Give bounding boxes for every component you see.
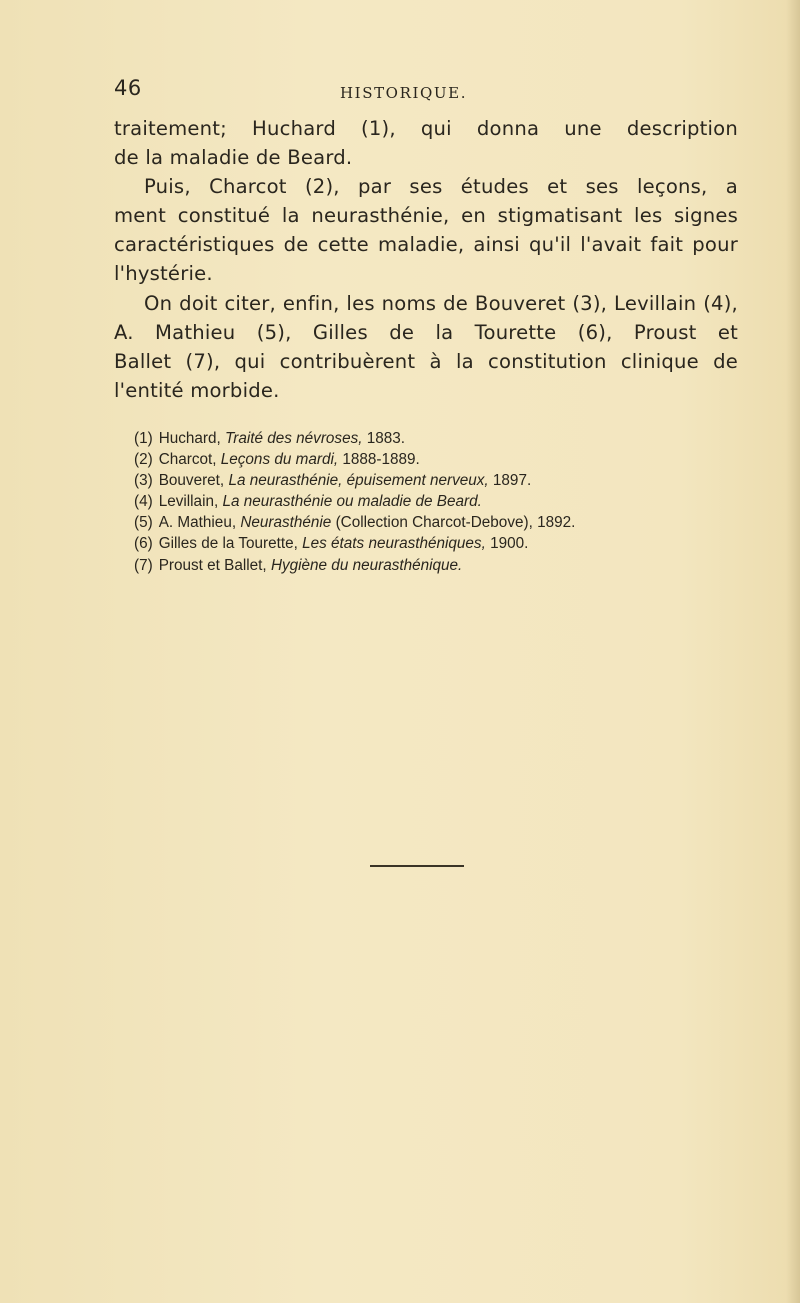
footnote [134,512,724,533]
page-edge-shadow [786,0,800,1303]
footnote-title: Hygiène du neurasthénique. [270,556,463,574]
body-line: ment constitué la neurasthénie, en stigmatisant les signes [114,204,738,228]
body-line: On doit citer, enfin, les noms de Bouveret (3), Levillain (4), [144,291,738,315]
footnote-number: (5) [134,514,153,532]
body-line: Puis, Charcot (2), par ses études et ses leçons, a [144,175,738,199]
footnote [134,491,724,512]
footnote-author: A. Mathieu, [158,514,237,532]
page-number: 46 [114,76,142,100]
footnote-title: Leçons du mardi, [220,451,339,469]
footnote-number: (6) [134,535,153,553]
footnote-author: Huchard, [158,430,221,447]
footnote-rest: 1897. [492,472,532,490]
footnote-title: La neurasthénie, épuisement nerveux, [228,472,489,490]
body-line: Ballet (7), qui contribuèrent à la constitution clinique de [114,349,738,373]
footnote [134,428,724,449]
body-line: l'hystérie. [114,262,213,286]
footnote [134,449,724,470]
body-line: A. Mathieu (5), Gilles de la Tourette (6), Proust et [114,320,738,344]
body-line: de la maladie de Beard. [114,146,353,170]
footnote-title: Neurasthénie [240,514,332,532]
footnote-rest: 1888-1889. [342,451,420,469]
footnotes [134,428,724,576]
footnote-author: Bouveret, [158,472,225,490]
footnote-title: Traité des névroses, [225,430,363,447]
footnote-number: (7) [134,556,153,574]
footnote-author: Charcot, [158,451,217,469]
body-line: traitement; Huchard (1), qui donna une description [114,117,738,140]
footnote-author: Levillain, [158,493,219,511]
footnote-rest: 1900. [490,535,529,553]
body-line: caractéristiques de cette maladie, ainsi qu'il l'avait fait pour [114,233,738,257]
footnote-number: (1) [134,430,153,447]
body-line: l'entité morbide. [114,378,280,402]
body-text [114,114,738,405]
footnote-rest: (Collection Charcot-Debove), 1892. [335,514,576,532]
footnote [134,470,724,491]
footnote-number: (3) [134,472,153,490]
section-divider-rule [370,865,464,867]
footnote-rest: 1883. [366,430,406,447]
footnote-title: La neurasthénie ou maladie de Beard. [222,493,482,511]
footnote-number: (2) [134,451,153,469]
footnote [134,533,724,554]
footnote-title: Les états neurasthéniques, [302,535,486,553]
footnote-author: Gilles de la Tourette, [158,535,298,553]
footnote-number: (4) [134,493,153,511]
footnote [134,555,724,576]
running-head: HISTORIQUE. [340,84,468,102]
footnote-author: Proust et Ballet, [158,556,267,574]
